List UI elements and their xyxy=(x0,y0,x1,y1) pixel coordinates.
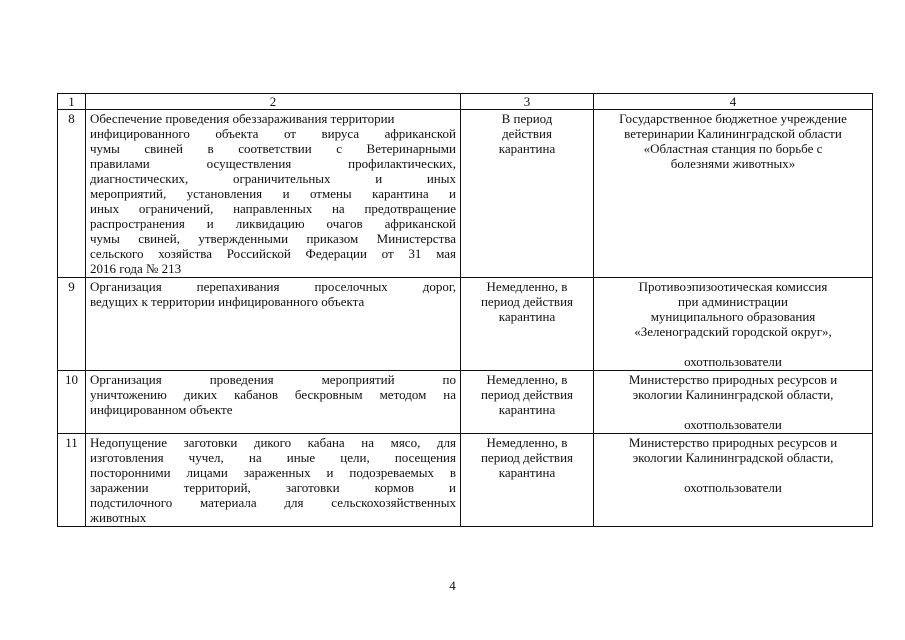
measure-description xyxy=(86,371,461,434)
measure-description xyxy=(86,110,461,278)
description-line: Обеспечение проведения обеззараживания территории xyxy=(90,111,395,126)
term-line: период действия xyxy=(480,387,574,402)
responsible-line: охотпользователи xyxy=(684,417,782,432)
header-col-2: 2 xyxy=(86,94,461,110)
description-line: животных xyxy=(90,510,147,525)
header-col-1: 1 xyxy=(58,94,86,110)
description-line: мероприятий, установления и отмены карантина и xyxy=(90,186,456,201)
header-col-4: 4 xyxy=(594,94,873,110)
term-line: карантина xyxy=(498,402,556,417)
row-number: 11 xyxy=(58,434,86,527)
description-line: ведущих к территории инфицированного объекта xyxy=(90,294,365,309)
term-line: карантина xyxy=(498,309,556,324)
responsible-party xyxy=(594,278,873,371)
term-line: Немедленно, в xyxy=(486,372,568,387)
responsible-line: ветеринарии Калининградской области xyxy=(624,126,842,141)
description-line: Организация проведения мероприятий по xyxy=(90,372,456,387)
description-line: инфицированном объекте xyxy=(90,402,233,417)
description-line: Организация перепахивания проселочных дорог, xyxy=(90,279,456,294)
responsible-line: муниципального образования xyxy=(650,309,816,324)
description-line: чумы свиней в соответствии с Ветеринарными xyxy=(90,141,456,156)
responsible-party xyxy=(594,434,873,527)
spacer xyxy=(598,402,868,417)
responsible-line: «Областная станция по борьбе с xyxy=(643,141,823,156)
term-line: карантина xyxy=(498,465,556,480)
term-line: Немедленно, в xyxy=(486,279,568,294)
responsible-line: Государственное бюджетное учреждение xyxy=(619,111,847,126)
responsible-line: экологии Калининградской области, xyxy=(632,387,834,402)
page-number: 4 xyxy=(449,578,456,593)
responsible-line: «Зеленоградский городской округ», xyxy=(634,324,832,339)
header-col-3: 3 xyxy=(461,94,594,110)
term-line: Немедленно, в xyxy=(486,435,568,450)
description-line: подстилочного материала для сельскохозяйственных xyxy=(90,495,456,510)
measure-description xyxy=(86,434,461,527)
responsible-party xyxy=(594,110,873,278)
responsible-line: экологии Калининградской области, xyxy=(632,450,834,465)
responsible-line: охотпользователи xyxy=(684,354,782,369)
table-row xyxy=(58,434,873,527)
responsible-line: Министерство природных ресурсов и xyxy=(628,372,838,387)
spacer xyxy=(598,465,868,480)
row-number: 10 xyxy=(58,371,86,434)
description-line: сельского хозяйства Российской Федерации от 31 мая xyxy=(90,246,456,261)
responsible-party xyxy=(594,371,873,434)
description-line: правилами осуществления профилактических, xyxy=(90,156,456,171)
responsible-line: Министерство природных ресурсов и xyxy=(628,435,838,450)
description-line: иных ограничений, направленных на предотвращение xyxy=(90,201,456,216)
table-row xyxy=(58,278,873,371)
table-header-row xyxy=(58,94,873,110)
row-number: 8 xyxy=(58,110,86,278)
measure-term xyxy=(461,371,594,434)
table-row xyxy=(58,110,873,278)
description-line: 2016 года № 213 xyxy=(90,261,182,276)
description-line: чумы свиней, утвержденными приказом Министерства xyxy=(90,231,456,246)
table-row xyxy=(58,371,873,434)
responsible-line: охотпользователи xyxy=(684,480,782,495)
responsible-line: при администрации xyxy=(678,294,788,309)
measure-term xyxy=(461,278,594,371)
responsible-line: болезнями животных» xyxy=(670,156,796,171)
term-line: период действия xyxy=(480,294,574,309)
term-line: период действия xyxy=(480,450,574,465)
measure-term xyxy=(461,434,594,527)
description-line: изготовления чучел, на иные цели, посещения xyxy=(90,450,456,465)
description-line: распространения и ликвидацию очагов африканской xyxy=(90,216,456,231)
description-line: заражении территорий, заготовки кормов и xyxy=(90,480,456,495)
measure-description xyxy=(86,278,461,371)
description-line: инфицированного объекта от вируса африканской xyxy=(90,126,456,141)
description-line: посторонними лицами зараженных и подозреваемых в xyxy=(90,465,456,480)
description-line: Недопущение заготовки дикого кабана на мясо, для xyxy=(90,435,456,450)
responsible-line: Противоэпизоотическая комиссия xyxy=(638,279,828,294)
measures-table xyxy=(57,93,873,527)
description-line: уничтожению диких кабанов бескровным методом на xyxy=(90,387,456,402)
term-line: В период xyxy=(501,111,553,126)
description-line: диагностических, ограничительных и иных xyxy=(90,171,456,186)
row-number: 9 xyxy=(58,278,86,371)
measure-term xyxy=(461,110,594,278)
term-line: карантина xyxy=(498,141,556,156)
term-line: действия xyxy=(502,126,552,141)
spacer xyxy=(598,339,868,354)
